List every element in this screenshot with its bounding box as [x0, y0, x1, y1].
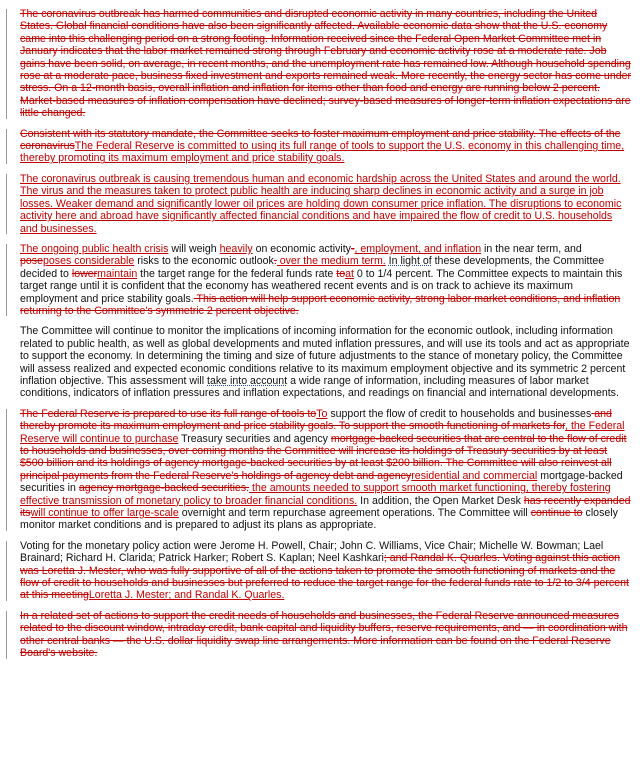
inserted-text: The ongoing public health crisis: [20, 242, 169, 255]
inserted-text: Loretta J. Mester; and Randal K. Quarles.: [88, 589, 285, 602]
paragraph-3: [0, 173, 632, 235]
deleted-text: and thereby promote its maximum employment and price stability goals. To support the smooth functioning of markets for: [20, 407, 612, 433]
paragraph-5: [0, 325, 632, 399]
deleted-text: pose: [20, 255, 43, 268]
inserted-text: heavily: [219, 242, 253, 255]
inserted-text: , the Federal Reserve will continue to purchase: [20, 420, 625, 445]
body-text: support the flow of credit to households and businesses: [327, 407, 592, 420]
grammar-flagged-text: In light of: [388, 255, 432, 268]
deleted-text: This action will help support economic activity, strong labor market conditions, and inflation returning to the Committee's symmetric 2 percent objective.: [20, 292, 621, 317]
inserted-text: The Federal Reserve is committed to using its full range of tools to support the U.S. economy in this challenging time, thereby promoting its maximum employment and price stability goals.: [20, 140, 625, 165]
deleted-text: ; and Randal K. Quarles. Voting against this action was Loretta J. Mester, who was fully supportive of all of the actions taken to promote the smooth functioning of markets and the flow of credit to households and businesses but preferred to reduce the target range for the federal funds rate to 1/2 to 3/4 percent at this meeting: [20, 552, 629, 602]
deleted-text: mortgage-backed securities that are central to the flow of credit to households and businesses, over coming months the Committee will increase its holdings of Treasury securities by at least $500 billion and its holdings of agency mortgage-backed securities by at least $200 billion. The Committee will also reinvest all principal payments from the Federal Reserve's holdings of agency debt and agency: [20, 432, 627, 482]
body-text: closely monitor market conditions and is prepared to adjust its plans as appropriate.: [20, 507, 618, 532]
inserted-text: at: [345, 267, 354, 280]
body-text: will weigh: [168, 242, 220, 255]
deleted-text: In a related set of actions to support the credit needs of households and businesses, the Federal Reserve announced measures related to the discount window, intraday credit, bank capital and liquidity buffers, reserve requirements, and — in coordination with other central banks — the U.S. dollar liquidity swap line arrangements. More information can be found on the Federal Reserve Board's website.: [20, 609, 628, 660]
inserted-text: , employment, and inflation: [354, 242, 482, 255]
paragraph-4: [0, 243, 632, 317]
paragraph-8: [0, 610, 632, 660]
inserted-text: the amounts needed to support smooth market functioning, thereby fostering effective transmission of monetary policy to broader financial conditions.: [20, 482, 611, 507]
inserted-text: will continue to offer large-scale: [30, 507, 179, 520]
deleted-text: continue to: [530, 507, 583, 520]
body-text: Voting for the monetary policy action were Jerome H. Powell, Chair; John C. Williams, Vice Chair; Michelle W. Bowman; Lael Brainard; Richard H. Clarida; Patrick Harker; Robert S. Kaplan; Neel Kashkari: [20, 539, 604, 565]
body-text: risks to the economic outlook: [134, 255, 274, 268]
paragraph-6: [0, 408, 632, 532]
body-text: overnight and term repurchase agreement operations. The Committee will: [178, 507, 531, 520]
body-text: and: [561, 242, 582, 255]
paragraph-2: [0, 128, 632, 165]
body-text: In addition, the Open Market Desk: [357, 494, 524, 507]
deleted-text: The coronavirus outbreak has harmed communities and disrupted economic activity in many countries, including the United States. Global financial conditions have also been significantly affected. Available economic data show that the U.S. economy came into this challenging period on a strong footing. Information received since the Federal Open Market Committee met in January indicates that the labor market remained strong through February and economic activity rose at a moderate rate. Job gains have been solid, on average, in recent months, and the unemployment rate has remained low. Although household spending rose at a moderate pace, business fixed investment and exports remained weak. More recently, the energy sector has come under stress. On a 12-month basis, overall inflation and inflation for items other than food and energy are running below 2 percent. Market-based measures of inflation compensation have declined; survey-based measures of longer-term inflation expectations are little changed.: [20, 8, 632, 120]
inserted-text: To: [316, 407, 328, 420]
inserted-text: residential and commercial: [411, 469, 538, 482]
paragraph-1: [0, 8, 632, 120]
grammar-flagged-text: take into account: [207, 374, 288, 387]
deleted-text: Consistent with its statutory mandate, the Committee seeks to foster maximum employment and price stability. The effects of the coronavirus: [20, 127, 621, 153]
body-text: 0 to 1/4 percent. The Committee expects to maintain this target range until it is confident that the economy has weathered recent events and is on track to achieve its maximum employment and price stability goals.: [20, 267, 623, 305]
body-text: a wide range of information, including measures of labor market conditions, indicators of inflation pressures and inflation expectations, and readings on financial and international developments.: [20, 374, 619, 400]
body-text: the target range for the federal funds rate: [137, 267, 337, 280]
deleted-text: .: [273, 255, 277, 268]
deleted-text: to: [336, 267, 346, 280]
deleted-text: -: [350, 242, 355, 255]
deleted-text: has recently expanded its: [20, 494, 631, 520]
body-text: on economic activity: [252, 242, 351, 255]
deleted-text: lower: [71, 267, 98, 280]
deleted-text: The Federal Reserve is prepared to use its full range of tools to: [20, 407, 317, 420]
body-text: The Committee will continue to monitor the implications of incoming information for the economic outlook, including information related to public health, as well as global developments and muted inflation pressures, and will use its tools and act as appropriate to support the economy. In determining the timing and size of future adjustments to the stance of monetary policy, the Committee will assess realized and expected economic conditions relative to its maximum employment objective and its symmetric 2 percent inflation objective. This assessment will: [20, 325, 630, 387]
inserted-text: The coronavirus outbreak is causing tremendous human and economic hardship across the United States and around the world. The virus and the measures taken to protect public health are inducing sharp declines in economic activity and a surge in job losses. Weaker demand and significantly lower oil prices are holding down consumer price inflation. The disruptions to economic activity here and abroad have significantly affected financial conditions and have impaired the flow of credit to U.S. households and businesses.: [20, 172, 622, 235]
inserted-text: poses considerable: [42, 255, 135, 268]
inserted-text: maintain: [97, 267, 138, 280]
inserted-text: over the medium term.: [276, 255, 386, 268]
paragraph-7: [0, 540, 632, 602]
body-text: Treasury securities and agency: [178, 432, 331, 445]
body-text: in the near term,: [481, 242, 562, 255]
body-text: these developments, the Committee decided to: [20, 255, 605, 280]
deleted-text: agency mortgage-backed securities.: [78, 482, 250, 495]
body-text: mortgage-backed securities in: [20, 469, 623, 495]
